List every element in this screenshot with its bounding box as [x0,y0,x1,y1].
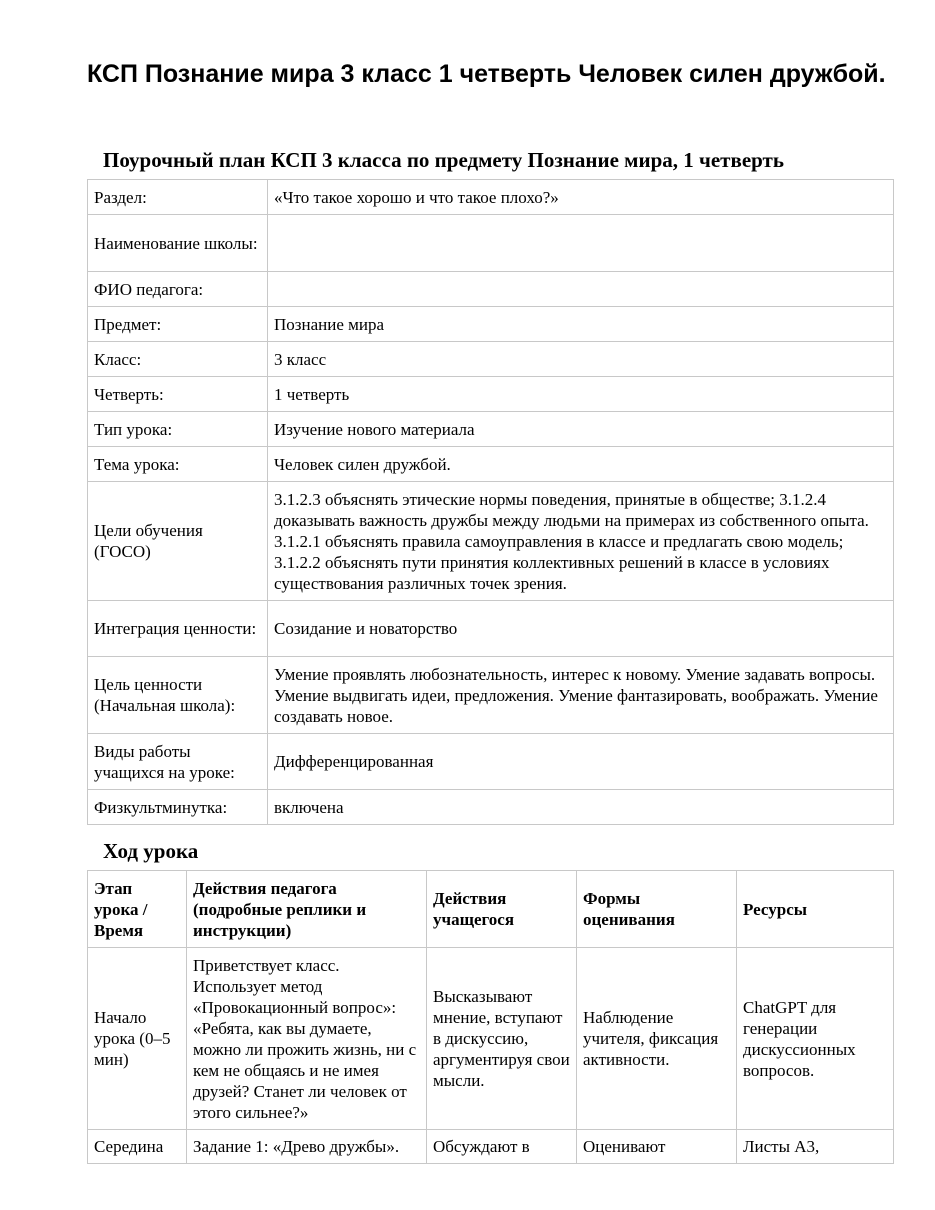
info-row-subject [88,307,894,342]
info-label: Тема урока: [88,447,268,482]
info-label: Четверть: [88,377,268,412]
lesson-row [88,1130,894,1164]
lesson-row [88,948,894,1130]
lesson-heading: Ход урока [103,839,199,863]
info-row-value-integration [88,601,894,657]
header-student-actions: Действия учащегося [427,871,577,948]
header-assessment: Формы оценивания [577,871,737,948]
info-value: 3 класс [268,342,894,377]
info-value: Познание мира [268,307,894,342]
info-value: «Что такое хорошо и что такое плохо?» [268,180,894,215]
lesson-header-row [88,871,894,948]
info-label: Класс: [88,342,268,377]
info-value: 3.1.2.3 объяснять этические нормы поведения, принятые в обществе; 3.1.2.4 доказывать важность дружбы между людьми на примерах из собственного опыта. 3.1.2.1 объяснять правила самоуправления в классе и предлагать свою модель; 3.1.2.2 объяснять пути принятия коллективных решений в классе в условиях существования различных точек зрения. [268,482,894,601]
info-value: Созидание и новаторство [268,601,894,657]
header-resources: Ресурсы [737,871,894,948]
document-title: КСП Познание мира 3 класс 1 четверть Человек силен дружбой. [87,60,886,88]
info-value [268,272,894,307]
info-label: Физкультминутка: [88,790,268,825]
info-value: Умение проявлять любознательность, интерес к новому. Умение задавать вопросы. Умение выдвигать идеи, предложения. Умение фантазировать, воображать. Умение создавать новое. [268,657,894,734]
student-cell: Обсуждают в [427,1130,577,1164]
info-label: Раздел: [88,180,268,215]
stage-cell: Начало урока (0–5 мин) [88,948,187,1130]
info-value: Изучение нового материала [268,412,894,447]
info-row-section [88,180,894,215]
info-value: 1 четверть [268,377,894,412]
plan-heading: Поурочный план КСП 3 класса по предмету Познание мира, 1 четверть [103,148,784,172]
resources-cell: Листы А3, [737,1130,894,1164]
info-label: Виды работы учащихся на уроке: [88,734,268,790]
info-row-topic [88,447,894,482]
info-row-school [88,215,894,272]
info-row-grade [88,342,894,377]
info-label: Наименование школы: [88,215,268,272]
resources-cell: ChatGPT для генерации дискуссионных вопросов. [737,948,894,1130]
lesson-info-table [87,179,894,825]
info-row-lesson-type [88,412,894,447]
assessment-cell: Оценивают [577,1130,737,1164]
info-label: Цель ценности (Начальная школа): [88,657,268,734]
info-value: включена [268,790,894,825]
info-row-value-goal [88,657,894,734]
info-value: Дифференцированная [268,734,894,790]
header-teacher-actions: Действия педагога (подробные реплики и инструкции) [187,871,427,948]
info-label: Интеграция ценности: [88,601,268,657]
info-row-learning-goals [88,482,894,601]
info-row-quarter [88,377,894,412]
info-row-teacher [88,272,894,307]
teacher-cell: Приветствует класс. Использует метод «Провокационный вопрос»: «Ребята, как вы думаете, можно ли прожить жизнь, ни с кем не общаясь и не имея друзей? Станет ли человек от этого сильнее?» [187,948,427,1130]
header-stage: Этап урока / Время [88,871,187,948]
info-row-exercise-break [88,790,894,825]
stage-cell: Середина [88,1130,187,1164]
info-label: Предмет: [88,307,268,342]
info-label: ФИО педагога: [88,272,268,307]
info-value: Человек силен дружбой. [268,447,894,482]
info-row-work-types [88,734,894,790]
lesson-progress-table [87,870,894,1164]
info-value [268,215,894,272]
info-label: Тип урока: [88,412,268,447]
teacher-cell: Задание 1: «Древо дружбы». [187,1130,427,1164]
info-label: Цели обучения (ГОСО) [88,482,268,601]
assessment-cell: Наблюдение учителя, фиксация активности. [577,948,737,1130]
student-cell: Высказывают мнение, вступают в дискуссию, аргументируя свои мысли. [427,948,577,1130]
